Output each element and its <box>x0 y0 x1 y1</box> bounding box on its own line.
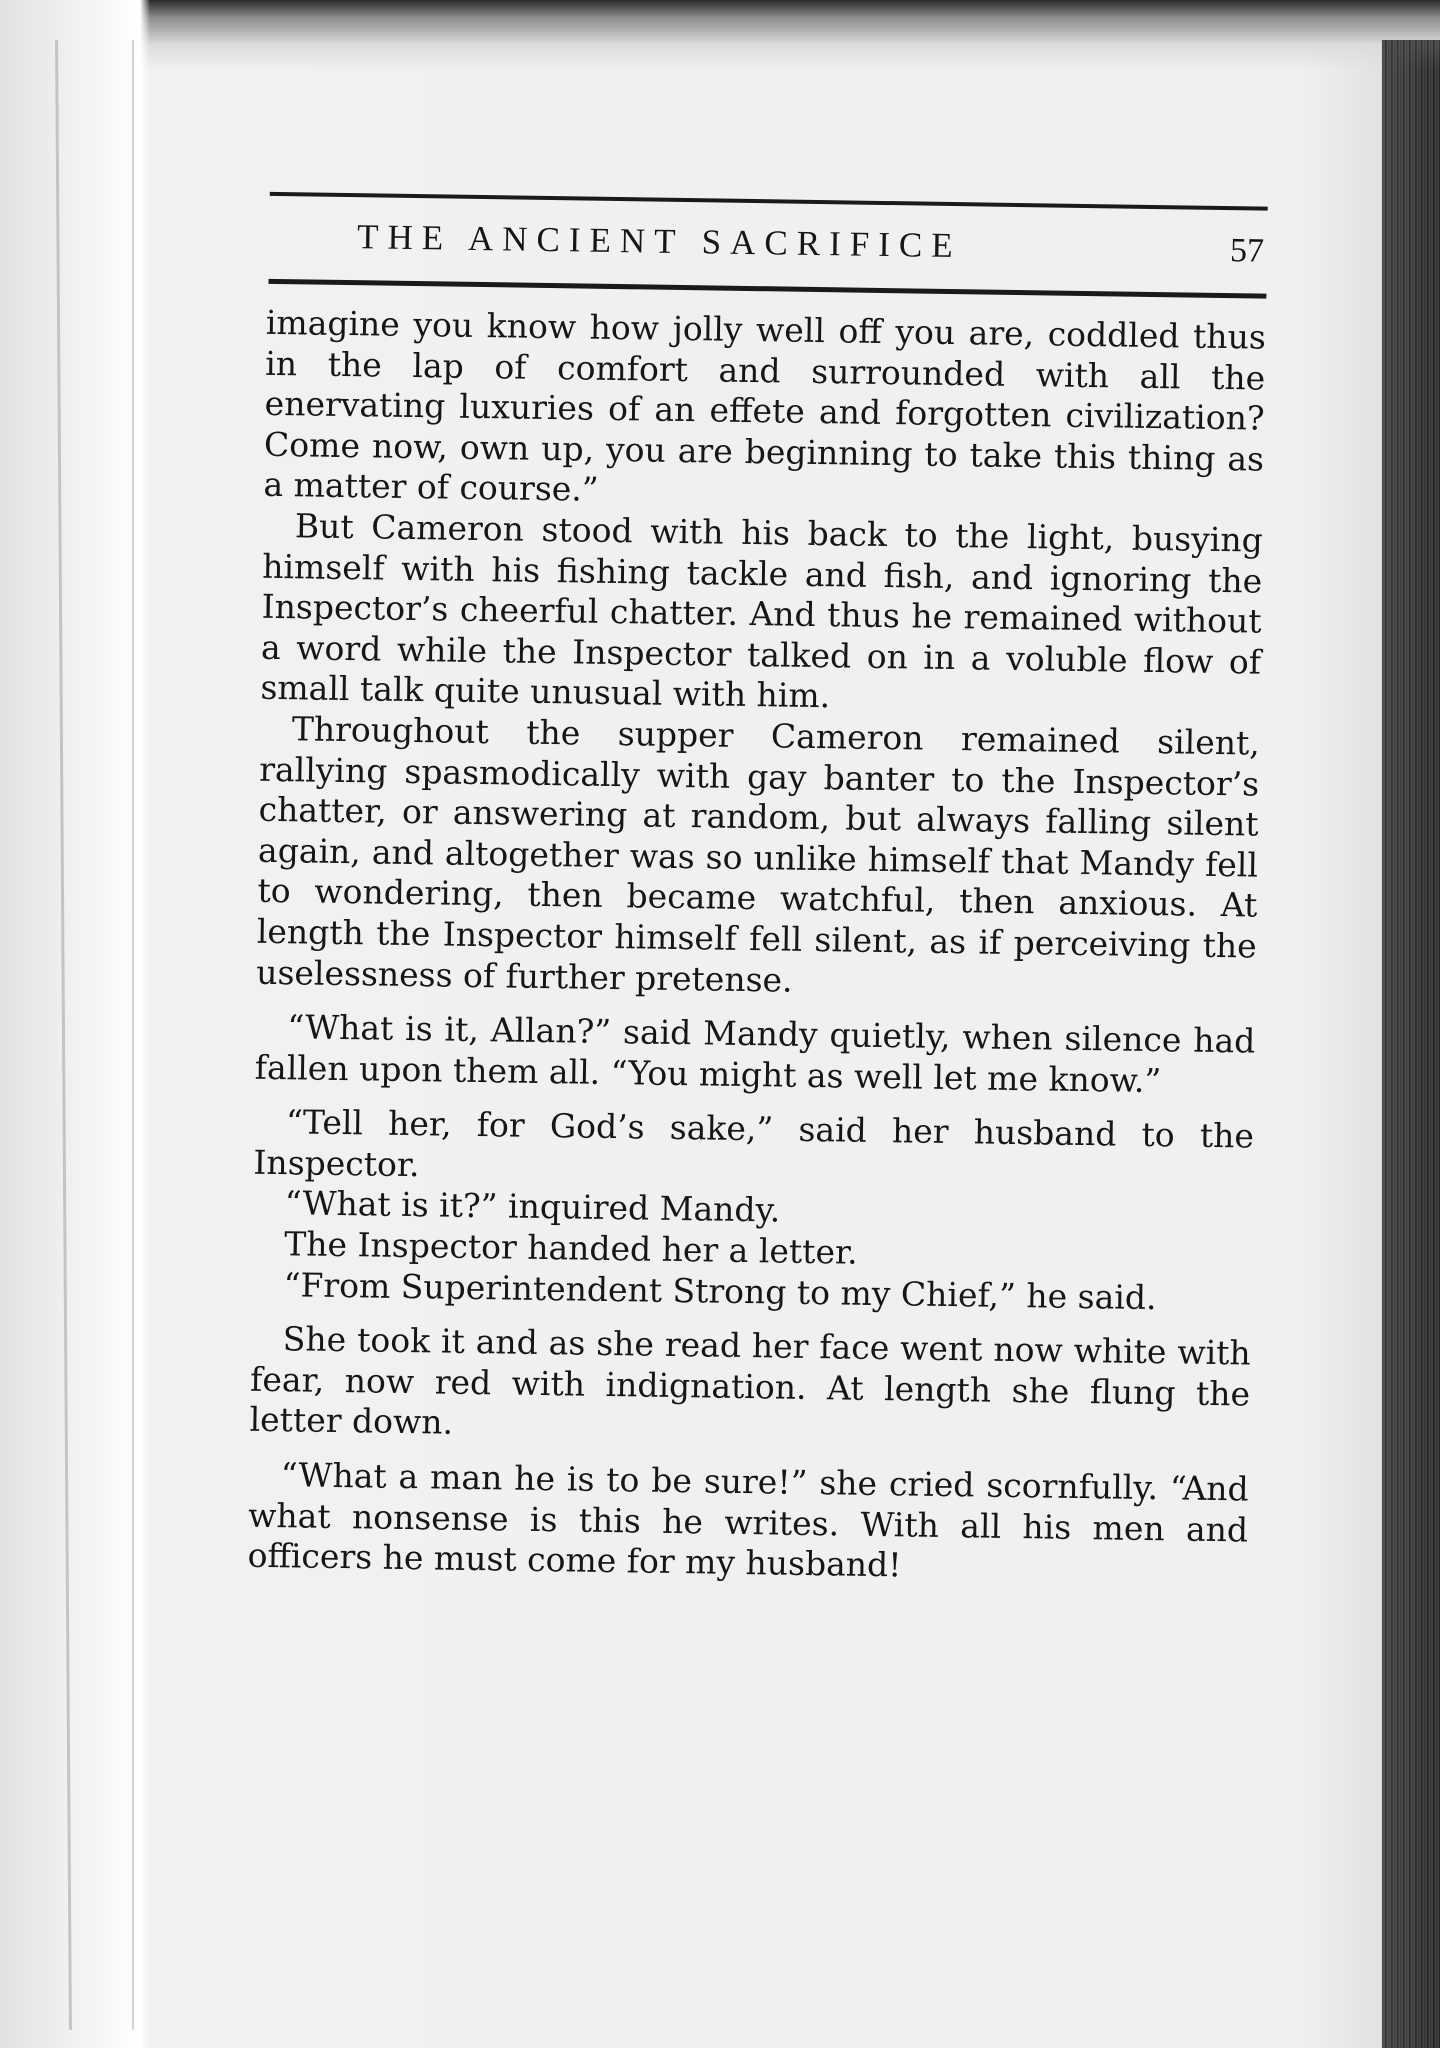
header-rule-bottom <box>268 279 1266 299</box>
paragraph: “What is it, Allan?” said Mandy quietly, when silence had fallen upon them all. “You might as well let me know.” <box>254 1007 1256 1100</box>
book-page <box>201 177 1273 1992</box>
running-title: THE ANCIENT SACRIFICE <box>356 217 962 266</box>
gutter-fold-line <box>55 40 72 2030</box>
page-stack-edge <box>1382 40 1440 2048</box>
header-rule-top <box>270 192 1268 211</box>
paragraph: “What a man he is to be sure!” she cried scornfully. “And what nonsense is this he writes. With all his men and officers he must come for my husband! <box>247 1455 1249 1585</box>
paragraph: The Inspector handed her a letter. <box>283 1224 858 1272</box>
paragraph: She took it and as she read her face went now white with fear, now red with indignation. At length she flung the letter down. <box>249 1319 1252 1443</box>
paragraph: “From Superintendent Strong to my Chief,” he said. <box>283 1264 1157 1317</box>
body-text <box>247 303 1266 1592</box>
book-gutter <box>0 0 150 2048</box>
page-number: 57 <box>1229 232 1265 270</box>
gutter-fold-line <box>132 40 134 2030</box>
scan-top-shadow <box>0 0 1440 70</box>
paragraph: “What is it?” inquired Mandy. <box>284 1183 781 1231</box>
paragraph: Throughout the supper Cameron remained silent, rallying spasmodically with gay banter to the Inspector’s chatter, or answering at random, but always falling silent again, and altogether was so unlike himself that Mandy fell to wondering, then became watchful, then anxious. At length the Inspector himself fell silent, as if perceiving the uselessness of further pretense. <box>255 709 1261 1000</box>
paragraph: But Cameron stood with his back to the light, busying himself with his fishing tackle and fish, and ignoring the Inspector’s cheerful chatter. And thus he remained without a word while the Inspector talked on in a voluble flow of small talk quite unusual with him. <box>260 506 1264 716</box>
paragraph: “Tell her, for God’s sake,” said her husband to the Inspector. <box>253 1102 1255 1185</box>
paragraph: imagine you know how jolly well off you are, coddled thus in the lap of comfort and surrounded with all the enervating luxuries of an effete and forgotten civilization? Come now, own up, you are beginning to take this thing as a matter of course.” <box>263 302 1267 510</box>
